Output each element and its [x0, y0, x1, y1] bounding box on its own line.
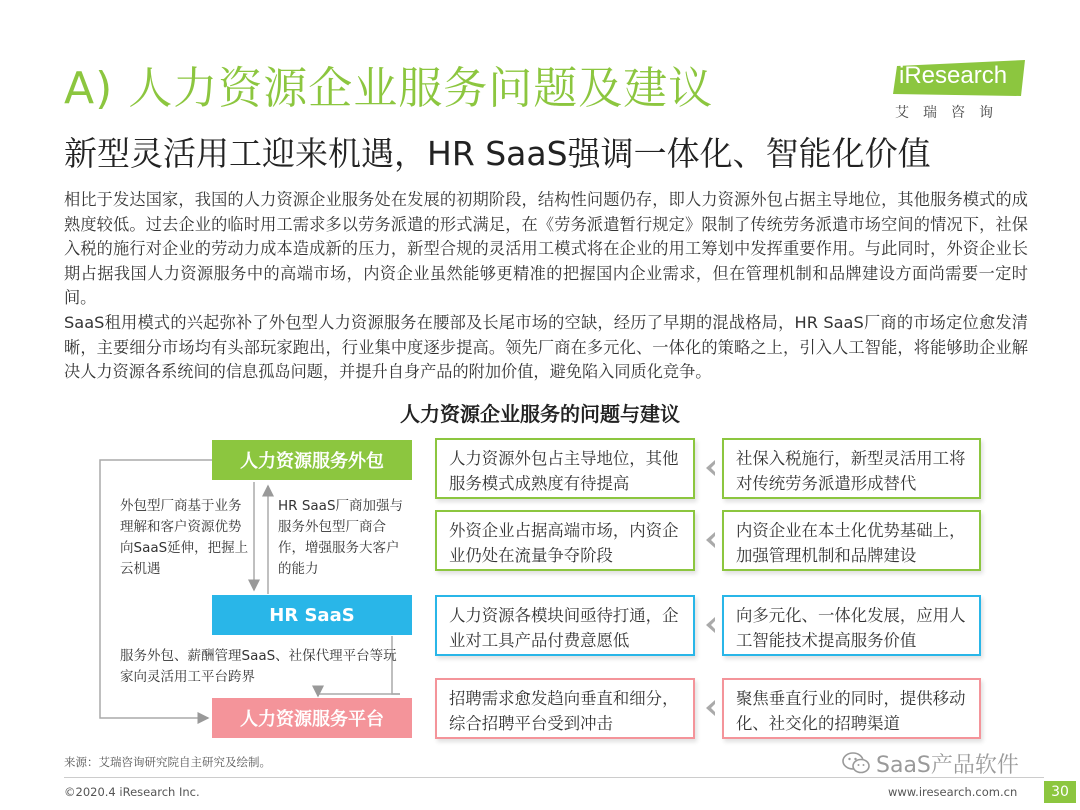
page-title: A) 人力资源企业服务问题及建议 [64, 63, 714, 114]
chevron-left-icon [703, 699, 717, 717]
problem-card-4: 招聘需求愈发趋向垂直和细分，综合招聘平台受到冲击 [435, 678, 695, 739]
wechat-icon [842, 751, 870, 775]
note-saas-to-platform: 服务外包、薪酬管理SaaS、社保代理平台等玩家向灵活用工平台跨界 [120, 648, 397, 685]
chevron-left-icon [703, 616, 717, 634]
hr-saas-box: HR SaaS [212, 595, 412, 635]
note-outsource-to-saas: 外包型厂商基于业务理解和客户资源优势向SaaS延伸，把握上云机遇 [120, 498, 249, 577]
iresearch-logo [893, 60, 1025, 120]
body-paragraph-2: SaaS租用模式的兴起弥补了外包型人力资源服务在腰部及长尾市场的空缺，经历了早期的混战格局，HR SaaS厂商的市场定位愈发清晰，主要细分市场均有头部玩家跑出，行业集中度逐步提高。领先厂商在多元化、一体化的策略之上，引入人工智能，将能够助企业解决人力资源各系统间的信息孤岛问题，并提升自身产品的附加价值，避免陷入同质化竞争。 [64, 312, 1028, 382]
problem-card-1: 人力资源外包占主导地位，其他服务模式成熟度有待提高 [435, 438, 695, 499]
source-note: 来源：艾瑞咨询研究院自主研究及绘制。 [64, 755, 271, 769]
note-saas-to-outsource: HR SaaS厂商加强与服务外包型厂商合作，增强服务大客户的能力 [278, 498, 404, 577]
watermark [842, 748, 1019, 778]
body-paragraph-1: 相比于发达国家，我国的人力资源企业服务处在发展的初期阶段，结构性问题仍存，即人力资源外包占据主导地位，其他服务模式的成熟度较低。过去企业的临时用工需求多以劳务派遣的形式满足，在《劳务派遣暂行规定》限制了传统劳务派遣市场空间的情况下，社保入税的施行对企业的劳动力成本造成新的压力，新型合规的灵活用工模式将在企业的用工筹划中发挥重要作用。与此同时，外资企业长期占据我国人力资源服务中的高端市场，内资企业虽然能够更精准的把握国内企业需求，但在管理机制和品牌建设方面尚需要一定时间。 [64, 190, 1028, 308]
problem-card-2: 外资企业占据高端市场，内资企业仍处在流量争夺阶段 [435, 510, 695, 571]
logo-subtitle: 艾瑞咨询 [895, 105, 1007, 121]
outsource-box: 人力资源服务外包 [212, 440, 412, 480]
website-link[interactable]: www.iresearch.com.cn [888, 785, 1018, 799]
chevron-left-icon [703, 531, 717, 549]
copyright: ©2020.4 iResearch Inc. [64, 785, 200, 799]
suggestion-card-2: 内资企业在本土化优势基础上，加强管理机制和品牌建设 [722, 510, 981, 571]
suggestion-card-3: 向多元化、一体化发展，应用人工智能技术提高服务价值 [722, 595, 981, 656]
body-text [64, 188, 1028, 385]
suggestion-card-4: 聚焦垂直行业的同时，提供移动化、社交化的招聘渠道 [722, 678, 981, 739]
platform-box: 人力资源服务平台 [212, 698, 412, 738]
diagram-title: 人力资源企业服务的问题与建议 [400, 402, 680, 426]
problem-card-3: 人力资源各模块间亟待打通，企业对工具产品付费意愿低 [435, 595, 695, 656]
watermark-text: SaaS产品软件 [876, 752, 1019, 778]
chevron-left-icon [703, 459, 717, 477]
page-subtitle: 新型灵活用工迎来机遇，HR SaaS强调一体化、智能化价值 [64, 134, 931, 173]
suggestion-card-1: 社保入税施行，新型灵活用工将对传统劳务派遣形成替代 [722, 438, 981, 499]
page-number: 30 [1044, 781, 1076, 803]
logo-wordmark: iResearch [899, 62, 1008, 89]
